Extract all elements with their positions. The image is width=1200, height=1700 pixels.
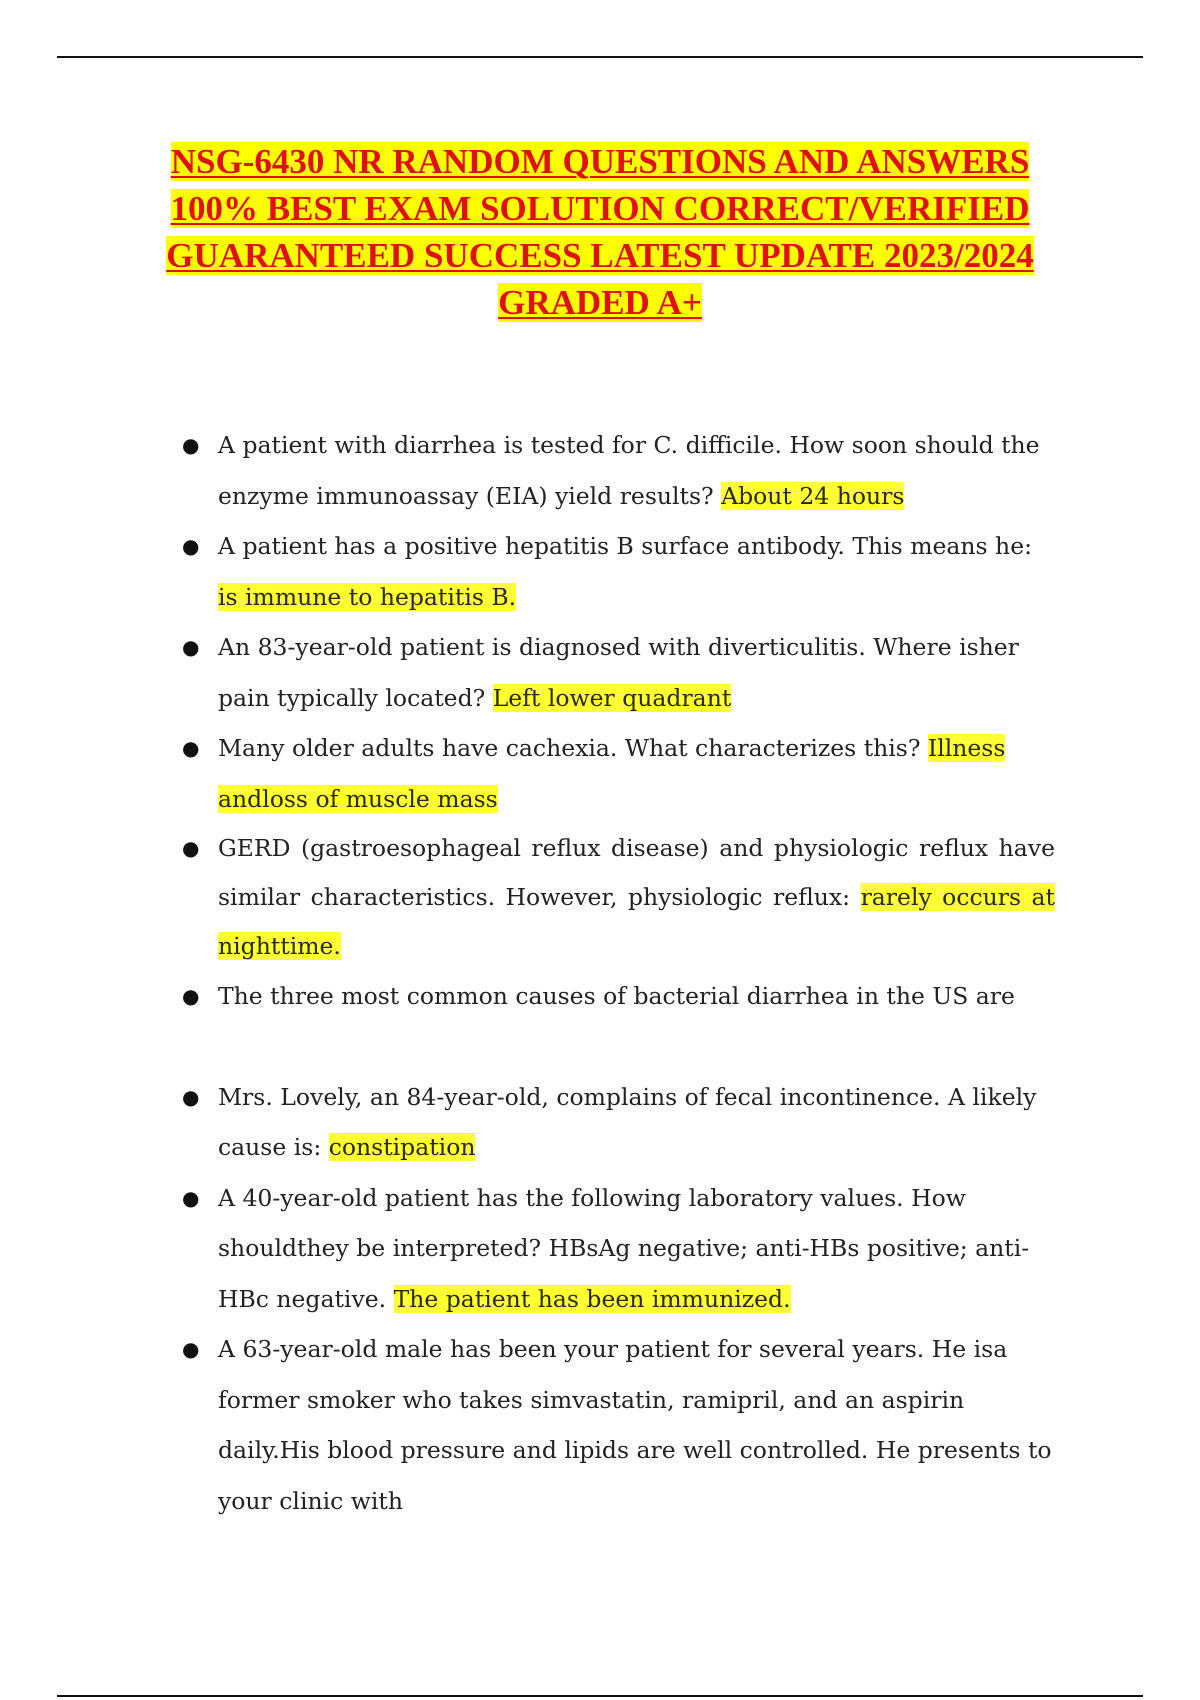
answer-highlight: is immune to hepatitis B. bbox=[218, 582, 517, 611]
question-text: An 83-year-old patient is diagnosed with diverticulitis. Where isher pain typically located? bbox=[218, 633, 1019, 712]
list-item bbox=[180, 622, 1055, 723]
question-text: Many older adults have cachexia. What characterizes this? bbox=[218, 734, 928, 762]
list-item bbox=[180, 420, 1055, 521]
bullet-icon: ● bbox=[182, 1337, 200, 1361]
top-rule bbox=[57, 56, 1143, 58]
blank-line bbox=[180, 1022, 1055, 1072]
list-item bbox=[180, 1072, 1055, 1173]
bullet-icon: ● bbox=[182, 635, 200, 659]
question-text: Mrs. Lovely, an 84-year-old, complains of fecal incontinence. A likely cause is: bbox=[218, 1082, 1037, 1161]
question-text: GERD (gastroesophageal reflux disease) and physiologic reflux have similar characteristics. However, physiologic reflux: bbox=[218, 834, 1055, 911]
question-text: The three most common causes of bacterial diarrhea in the US are bbox=[218, 982, 1015, 1010]
title-line-2: 100% BEST EXAM SOLUTION CORRECT/VERIFIED bbox=[170, 189, 1030, 228]
title-line-4: GRADED A+ bbox=[498, 283, 702, 322]
list-item bbox=[180, 723, 1055, 824]
bullet-icon: ● bbox=[182, 433, 200, 457]
question-text: A patient has a positive hepatitis B surface antibody. This means he: bbox=[218, 532, 1033, 560]
answer-highlight: rarely occurs at nighttime. bbox=[218, 883, 1055, 960]
list-item bbox=[180, 1173, 1055, 1325]
answer-highlight: Illness andloss of muscle mass bbox=[218, 734, 1006, 813]
answer-highlight: About 24 hours bbox=[721, 481, 905, 510]
answer-highlight: Left lower quadrant bbox=[492, 683, 732, 712]
bullet-icon: ● bbox=[182, 1084, 200, 1109]
list-item bbox=[180, 971, 1055, 1022]
question-text: A patient with diarrhea is tested for C. difficile. How soon should the enzyme immunoassay (EIA) yield results? bbox=[218, 431, 1040, 510]
document-title bbox=[120, 138, 1080, 326]
answer-highlight: The patient has been immunized. bbox=[393, 1284, 791, 1313]
bullet-icon: ● bbox=[182, 1185, 200, 1210]
list-item bbox=[180, 824, 1055, 971]
bullet-icon: ● bbox=[182, 534, 200, 558]
bullet-icon: ● bbox=[182, 736, 200, 760]
list-item bbox=[180, 1324, 1055, 1526]
bullet-icon: ● bbox=[182, 836, 200, 860]
bottom-rule bbox=[57, 1695, 1143, 1697]
title-line-1: NSG-6430 NR RANDOM QUESTIONS AND ANSWERS bbox=[170, 142, 1030, 181]
question-list bbox=[180, 420, 1055, 1526]
bullet-icon: ● bbox=[182, 984, 200, 1008]
list-item bbox=[180, 521, 1055, 622]
question-text: A 63-year-old male has been your patient for several years. He isa former smoker who takes simvastatin, ramipril, and an aspirin daily.His blood pressure and lipids are well controlled. He presents to your clinic with bbox=[218, 1335, 1052, 1515]
title-line-3: GUARANTEED SUCCESS LATEST UPDATE 2023/2024 bbox=[166, 236, 1034, 275]
answer-highlight: constipation bbox=[328, 1133, 476, 1161]
question-text: A 40-year-old patient has the following laboratory values. How shouldthey be interpreted? HBsAg negative; anti-HBs positive; anti-HBc negative. bbox=[218, 1183, 1030, 1313]
